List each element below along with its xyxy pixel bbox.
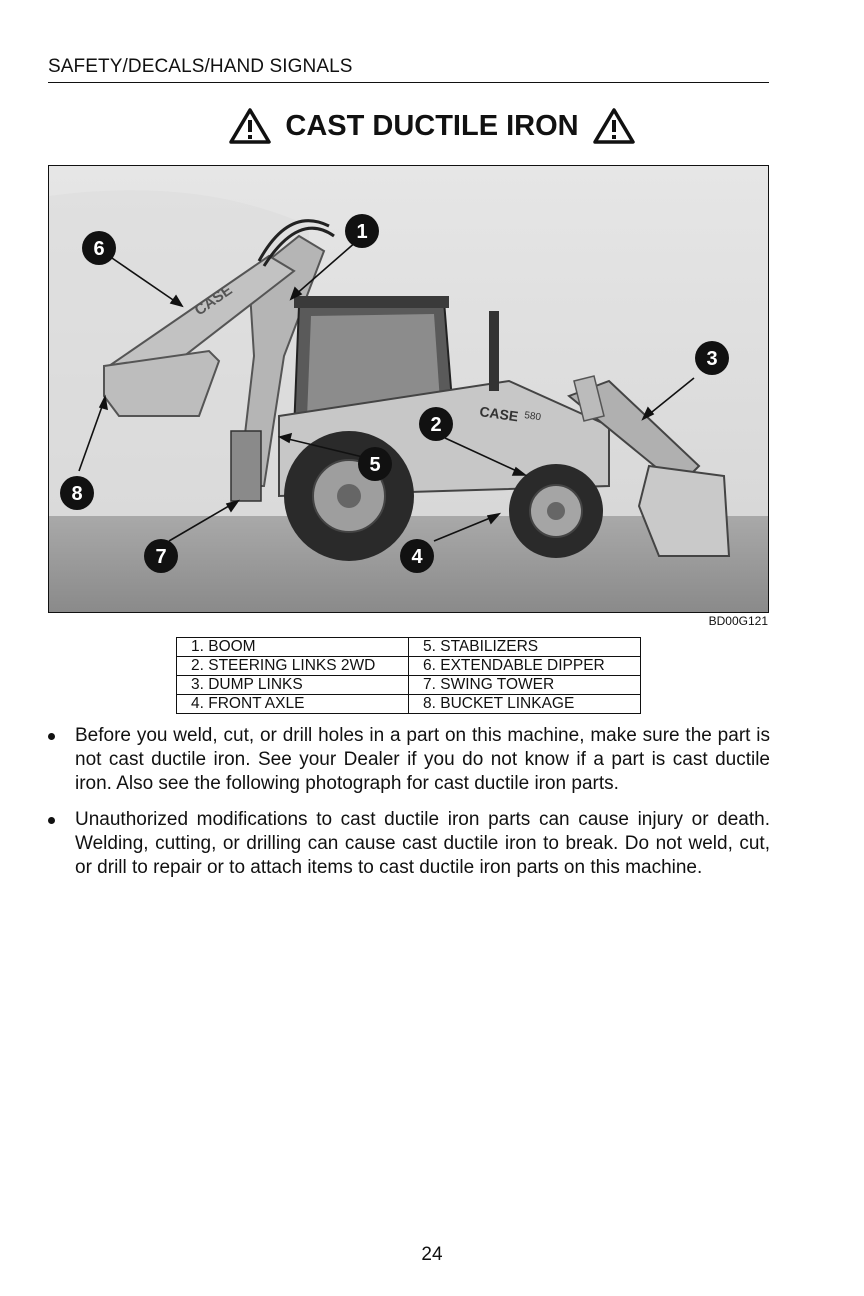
backhoe-photo [48, 165, 769, 613]
title-text: CAST DUCTILE IRON [285, 109, 579, 142]
page-number: 24 [421, 1244, 443, 1265]
legend-cell: 8. BUCKET LINKAGE [409, 695, 641, 714]
bullet-text: Unauthorized modifications to cast ductile iron parts can cause injury or death. Welding, cutting, or drilling can cause cast ductile iron to break. Do not weld, cut, or drill to repair or to attach items to cast ductile iron parts on this machine. [75, 809, 770, 878]
table-row [177, 695, 641, 714]
figure-caption: BD00G121 [708, 614, 768, 628]
legend-cell: 7. SWING TOWER [409, 676, 641, 695]
page-title [0, 108, 864, 144]
legend-cell: 3. DUMP LINKS [177, 676, 409, 695]
body-brand-text: CASE [478, 403, 520, 425]
svg-text:4: 4 [411, 546, 423, 568]
legend-cell: 6. EXTENDABLE DIPPER [409, 657, 641, 676]
callout-4 [400, 539, 434, 573]
callout-5 [358, 447, 392, 481]
bullet-text: Before you weld, cut, or drill holes in a part on this machine, make sure the part is not cast ductile iron. See your Dealer if you do not know if a part is cast ductile iron. Also see the following photograph for cast ductile iron parts. [75, 725, 770, 794]
callout-2 [419, 407, 453, 441]
callout-3 [695, 341, 729, 375]
svg-text:8: 8 [71, 483, 83, 505]
legend-cell: 1. BOOM [177, 638, 409, 657]
callout-7 [144, 539, 178, 573]
page-header [48, 54, 769, 83]
svg-text:2: 2 [430, 414, 442, 436]
legend-cell: 5. STABILIZERS [409, 638, 641, 657]
parts-legend-table [176, 637, 641, 714]
table-row [177, 657, 641, 676]
list-item [48, 724, 770, 796]
svg-text:5: 5 [369, 454, 381, 476]
warning-triangle-icon [229, 108, 271, 144]
bullet-dot-icon [48, 733, 55, 740]
callout-6 [82, 231, 116, 265]
section-title: SAFETY/DECALS/HAND SIGNALS [48, 56, 353, 77]
svg-text:1: 1 [356, 221, 368, 243]
table-row [177, 638, 641, 657]
svg-text:7: 7 [155, 546, 167, 568]
svg-text:6: 6 [93, 238, 105, 260]
table-row [177, 676, 641, 695]
legend-cell: 4. FRONT AXLE [177, 695, 409, 714]
warning-triangle-icon [593, 108, 635, 144]
callout-8 [60, 476, 94, 510]
callout-1 [345, 214, 379, 248]
bullet-dot-icon [48, 817, 55, 824]
legend-cell: 2. STEERING LINKS 2WD [177, 657, 409, 676]
list-item [48, 808, 770, 880]
model-text: 580 [523, 410, 542, 424]
safety-bullets [48, 724, 770, 892]
svg-text:3: 3 [706, 348, 718, 370]
boom-brand-text: CASE [191, 281, 236, 320]
backhoe-illustration [49, 166, 768, 612]
